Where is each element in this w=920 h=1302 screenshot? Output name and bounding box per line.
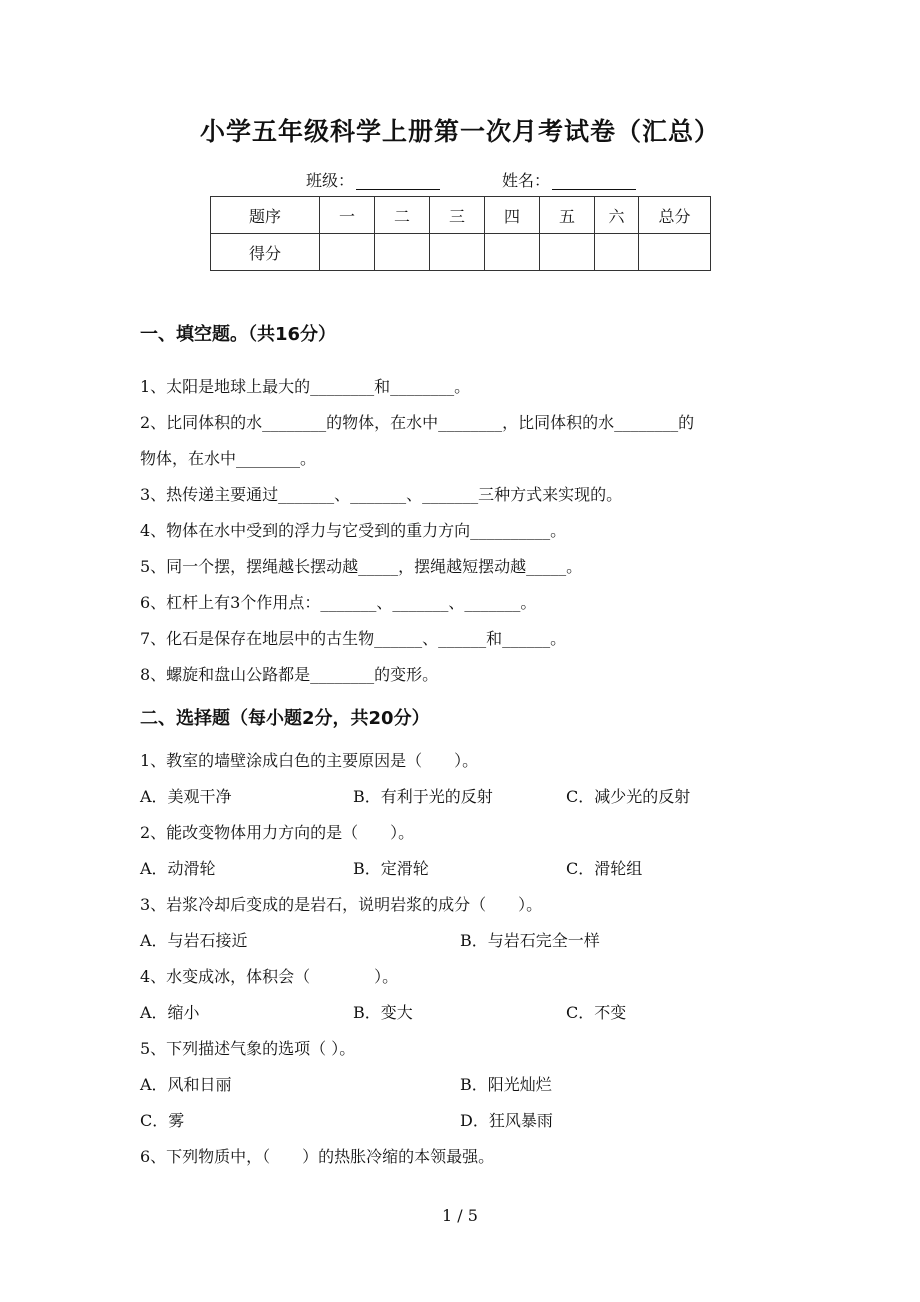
class-label: 班级：: [306, 171, 355, 190]
option-a: A．美观干净: [140, 787, 232, 806]
table-cell: 六: [595, 197, 639, 234]
question-line: 1、教室的墙壁涂成白色的主要原因是（ ）。: [140, 751, 479, 770]
score-cell[interactable]: [485, 234, 540, 271]
table-cell: 题序: [211, 197, 320, 234]
score-cell[interactable]: [540, 234, 595, 271]
question-line: 1、太阳是地球上最大的________和________。: [140, 377, 471, 396]
table-cell: 三: [430, 197, 485, 234]
question-line: 3、岩浆冷却后变成的是岩石，说明岩浆的成分（ ）。: [140, 895, 543, 914]
question-line: 物体，在水中________。: [140, 449, 317, 468]
option-a: A．与岩石接近: [140, 931, 248, 950]
question-line: 4、水变成冰，体积会（ ）。: [140, 967, 399, 986]
page-title: 小学五年级科学上册第一次月考试卷（汇总）: [199, 117, 720, 146]
section-heading-choice: 二、选择题（每小题2分，共20分）: [140, 708, 430, 729]
score-cell[interactable]: [375, 234, 430, 271]
table-cell: 二: [375, 197, 430, 234]
option-c: C．雾: [140, 1111, 185, 1130]
table-cell: 总分: [639, 197, 711, 234]
question-line: 5、同一个摆，摆绳越长摆动越_____，摆绳越短摆动越_____。: [140, 557, 583, 576]
option-c: C．减少光的反射: [566, 787, 691, 806]
name-label: 姓名：: [502, 171, 551, 190]
table-cell: 四: [485, 197, 540, 234]
option-a: A．动滑轮: [140, 859, 216, 878]
question-line: 8、螺旋和盘山公路都是________的变形。: [140, 665, 439, 684]
option-b: B．阳光灿烂: [460, 1075, 552, 1094]
page-number: 1 / 5: [442, 1206, 478, 1225]
question-line: 3、热传递主要通过_______、_______、_______三种方式来实现的。: [140, 485, 623, 504]
option-c: C．滑轮组: [566, 859, 643, 878]
option-b: B．与岩石完全一样: [460, 931, 600, 950]
score-table-score-row: [211, 234, 711, 271]
class-field: [306, 168, 440, 191]
name-field: [502, 168, 636, 191]
score-cell[interactable]: [595, 234, 639, 271]
section-heading-fill-in: 一、填空题。（共16分）: [140, 324, 337, 345]
score-table: [210, 196, 711, 271]
question-line: 4、物体在水中受到的浮力与它受到的重力方向__________。: [140, 521, 567, 540]
class-blank[interactable]: [356, 172, 440, 190]
question-line: 6、下列物质中，（ ）的热胀冷缩的本领最强。: [140, 1147, 495, 1166]
question-line: 5、下列描述气象的选项（ ）。: [140, 1039, 356, 1058]
option-b: B．定滑轮: [353, 859, 429, 878]
option-a: A．风和日丽: [140, 1075, 232, 1094]
question-line: 2、能改变物体用力方向的是（ ）。: [140, 823, 415, 842]
option-b: B．变大: [353, 1003, 413, 1022]
option-d: D．狂风暴雨: [460, 1111, 553, 1130]
table-cell: 五: [540, 197, 595, 234]
score-table-header-row: [211, 197, 711, 234]
score-cell[interactable]: [320, 234, 375, 271]
table-cell: 一: [320, 197, 375, 234]
option-c: C．不变: [566, 1003, 627, 1022]
score-cell[interactable]: [639, 234, 711, 271]
question-line: 2、比同体积的水________的物体，在水中________，比同体积的水________的: [140, 413, 695, 432]
option-b: B．有利于光的反射: [353, 787, 493, 806]
question-line: 6、杠杆上有3个作用点：_______、_______、_______。: [140, 593, 537, 612]
score-cell[interactable]: [430, 234, 485, 271]
table-cell: 得分: [211, 234, 320, 271]
question-line: 7、化石是保存在地层中的古生物______、______和______。: [140, 629, 567, 648]
name-blank[interactable]: [552, 172, 636, 190]
option-a: A．缩小: [140, 1003, 200, 1022]
